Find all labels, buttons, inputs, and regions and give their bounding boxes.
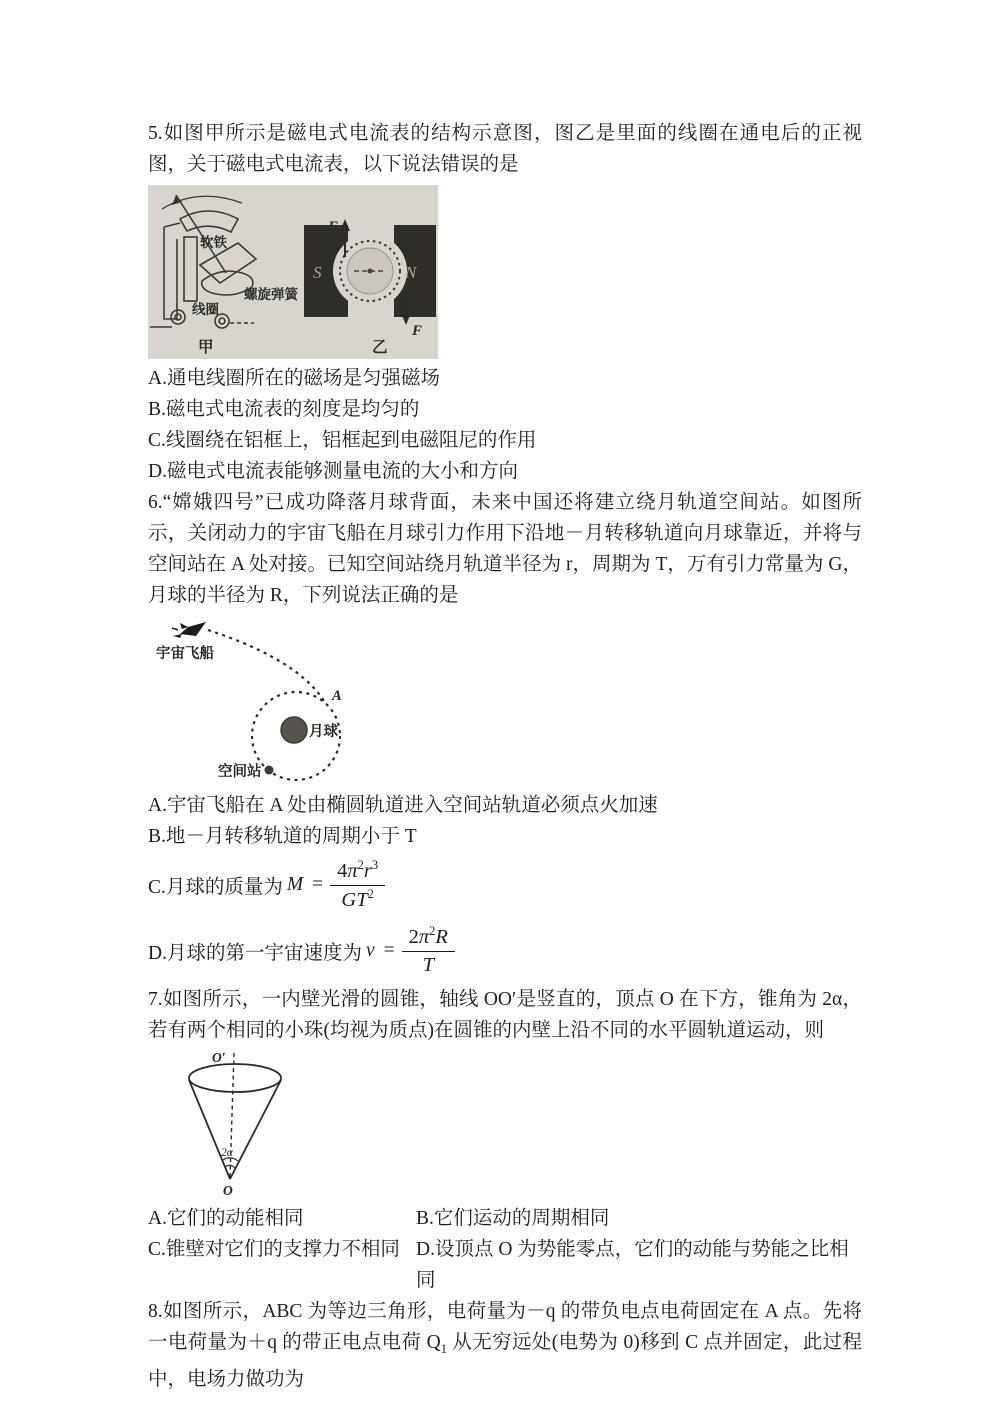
q7-option-a: A.它们的动能相同: [148, 1208, 304, 1229]
q6-option-c: [148, 852, 862, 918]
apex-top-label: O′: [212, 1051, 226, 1065]
moon-circle: [281, 717, 307, 743]
pole-n-label: N: [405, 263, 417, 282]
spacecraft-label: 宇宙飞船: [156, 646, 214, 662]
pole-s-label: S: [313, 263, 322, 282]
formula-lhs: M: [286, 874, 304, 895]
q6-option-a: A.宇宙飞船在 A 处由椭圆轨道进入空间站轨道必须点火加速: [148, 795, 658, 816]
equals-sign: =: [383, 940, 395, 961]
vertex-label: O: [223, 1183, 233, 1198]
question-8-stem: 8.如图所示，ABC 为等边三角形，电荷量为－q 的带负电点电荷固定在 A 点。先将一电荷量为＋q 的带正电点电荷 $Q_1$ 从无穷远处(电势为 0)移到 C 点并固定，此过程中，电场力做功为: [148, 1301, 862, 1390]
q7-option-b: B.它们运动的周期相同: [416, 1208, 610, 1229]
q6-option-b: B.地－月转移轨道的周期小于 T: [148, 826, 417, 847]
fraction-denominator: $GT^2$: [341, 886, 374, 911]
formula-lhs: v: [365, 940, 375, 961]
station-label: 空间站: [218, 764, 262, 780]
q7-options: [148, 1203, 862, 1296]
question-7-figure: [154, 1051, 862, 1199]
cone-angle-label: 2α: [221, 1147, 233, 1159]
q6-option-d-text: D.月球的第一宇宙速度为: [148, 943, 362, 964]
coil-label: 线圈: [192, 302, 219, 317]
equals-sign: =: [312, 874, 324, 895]
caption-yi: 乙: [372, 339, 388, 356]
fraction-denominator: T: [422, 953, 434, 976]
soft-iron-label: 软铁: [200, 235, 227, 250]
q5-option-a: A.通电线圈所在的磁场是匀强磁场: [148, 368, 440, 389]
cone-figure-svg: [154, 1051, 354, 1199]
fraction: [402, 924, 455, 977]
fraction: [330, 858, 385, 912]
exam-content: [148, 118, 862, 1395]
caption-jia: 甲: [198, 339, 214, 356]
q5-option-c: C.线圈绕在铝框上，铝框起到电磁阻尼的作用: [148, 430, 537, 451]
question-6-figure: [148, 616, 862, 786]
q5-option-d: D.磁电式电流表能够测量电流的大小和方向: [148, 461, 518, 482]
moon-label: 月球: [309, 724, 338, 740]
question-7-stem: 7.如图所示，一内壁光滑的圆锥，轴线 OO′是竖直的，顶点 O 在下方，锥角为 2α，若有两个相同的小珠(均视为质点)在圆锥的内壁上沿不同的水平圆轨道运动，则: [148, 989, 862, 1041]
charge-subscript: 1: [440, 1340, 448, 1356]
q6-option-d: [148, 918, 862, 984]
force-down-label: F: [412, 323, 423, 339]
question-5-stem: 5.如图甲所示是磁电式电流表的结构示意图，图乙是里面的线圈在通电后的正视图，关于磁电式电流表，以下说法错误的是: [148, 123, 862, 175]
q7-option-c: C.锥壁对它们的支撑力不相同: [148, 1239, 400, 1260]
q6-option-c-text: C.月球的质量为: [148, 877, 283, 898]
point-a-label: A: [332, 688, 342, 704]
q7-option-d: D.设顶点 O 为势能零点，它们的动能与势能之比相同: [416, 1239, 849, 1291]
moon-orbit-figure-svg: [148, 616, 448, 786]
spacecraft-icon: [172, 622, 206, 638]
galvanometer-figure-svg: [148, 185, 438, 359]
force-up-label: F: [328, 219, 339, 235]
station-dot: [265, 766, 274, 775]
cone-icon: [189, 1053, 281, 1179]
q5-option-b: B.磁电式电流表的刻度是均匀的: [148, 399, 420, 420]
spiral-spring-label: 螺旋弹簧: [244, 287, 298, 302]
fraction-numerator: $2\pi^2R$: [402, 924, 455, 951]
fraction-numerator: $4\pi^2r^3$: [330, 858, 385, 885]
question-6-stem: 6.“嫦娥四号”已成功降落月球背面，未来中国还将建立绕月轨道空间站。如图所示，关闭动力的宇宙飞船在月球引力作用下沿地－月转移轨道向月球靠近，并将与空间站在 A 处对接。已知空间站绕月轨道半径为 r，周期为 T，万有引力常量为 G，月球的半径为 R，下列说法正确的是: [148, 492, 862, 606]
question-5-figure: [148, 185, 862, 359]
